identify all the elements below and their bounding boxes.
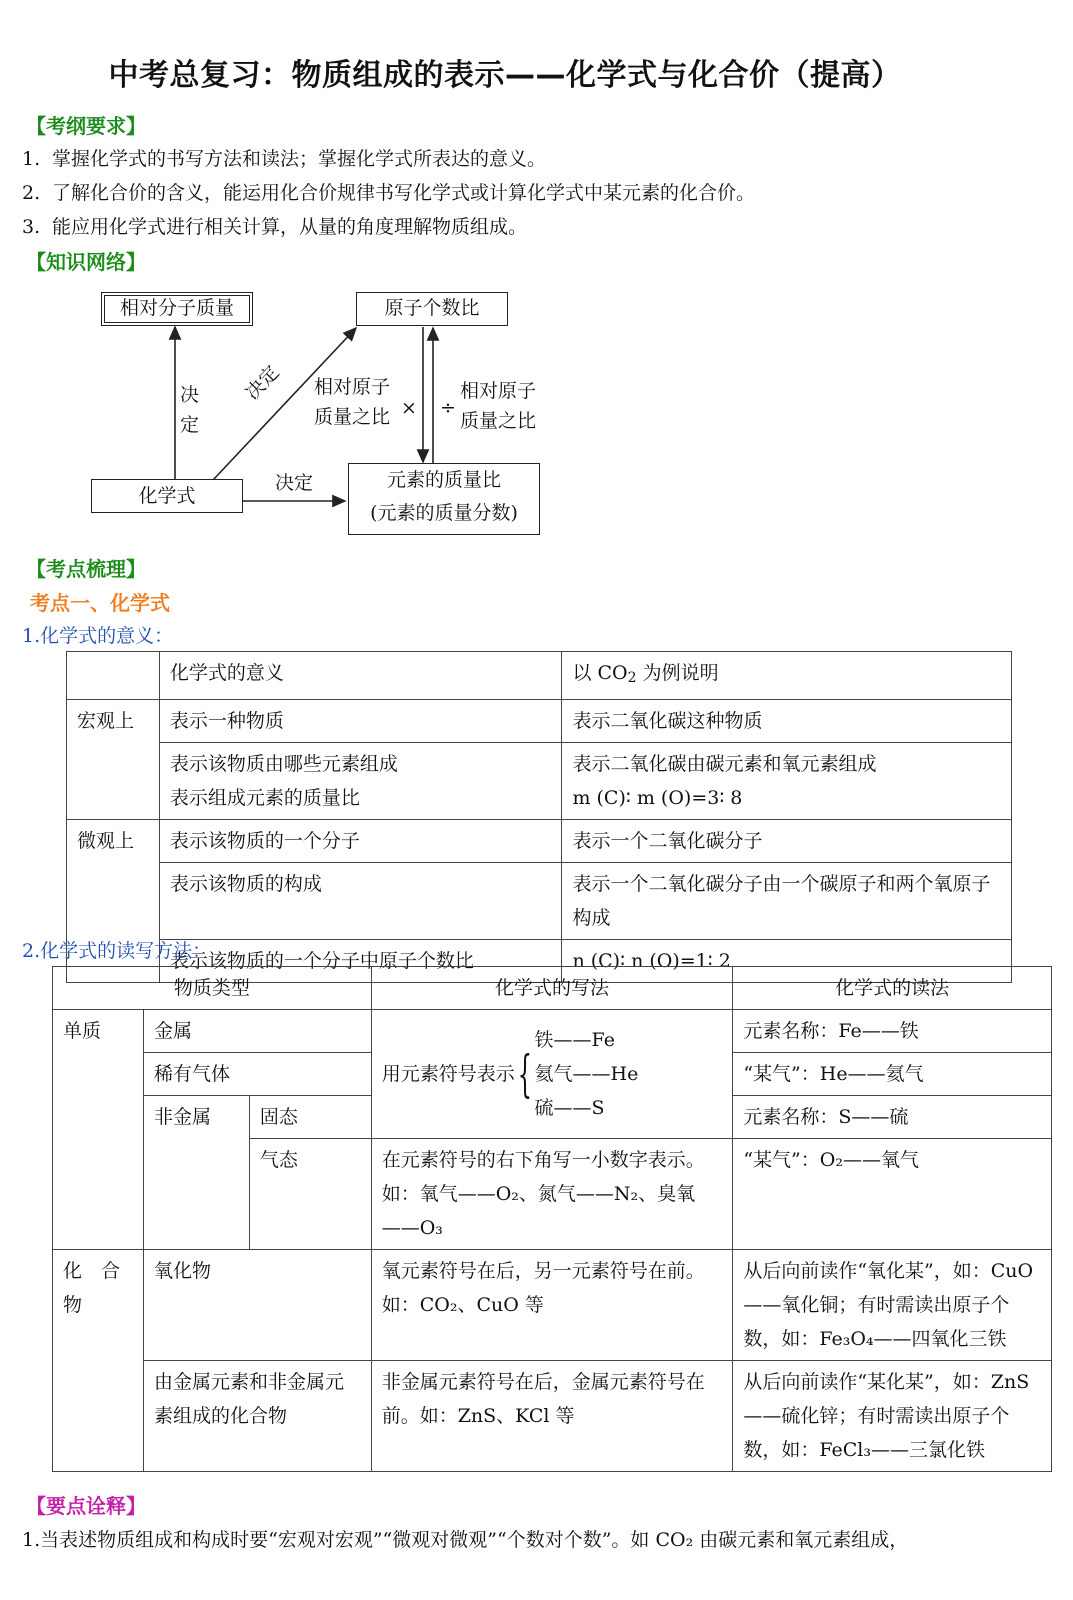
label-left-line-1: 相对原子 — [314, 376, 391, 398]
table-formula-meaning — [66, 651, 1012, 983]
table-cell: 表示一个二氧化碳分子 — [562, 820, 1012, 863]
example-line: 铁——Fe — [534, 1029, 615, 1051]
label-jueding-diagonal: 决定 — [241, 361, 284, 405]
example-line: 氦气——He — [534, 1063, 639, 1085]
requirement-num: 3. — [22, 216, 41, 238]
requirement-3 — [22, 212, 527, 239]
brace-icon: { — [517, 1045, 532, 1103]
table-row — [67, 700, 1012, 743]
table-cell: 表示一种物质 — [159, 700, 562, 743]
table-header-row — [67, 652, 1012, 700]
label-jueding-vertical-2: 定 — [180, 414, 200, 436]
requirement-num: 1. — [22, 148, 41, 170]
table-cell: 元素名称：S——硫 — [733, 1096, 1052, 1139]
elem-line-1: 元素的质量比 — [386, 469, 501, 491]
cell-line: 表示二氧化碳由碳元素和氧元素组成 — [572, 753, 877, 775]
section-kaodian-1: 考点一、化学式 — [30, 591, 170, 615]
table-cell: 从后向前读作“氧化某”，如：CuO——氧化铜；有时需读出原子个数，如：Fe₃O₄——四氧化三铁 — [733, 1250, 1052, 1361]
table-cell: 表示该物质的构成 — [159, 863, 562, 940]
symbol-examples — [535, 1023, 639, 1125]
table-cell: 气态 — [249, 1139, 371, 1250]
danzhi-cell: 单质 — [53, 1010, 144, 1250]
page-title: 中考总复习：物质组成的表示——化学式与化合价（提高） — [108, 58, 902, 93]
table-cell — [562, 743, 1012, 820]
header-cell: 化学式的写法 — [371, 967, 733, 1010]
label-jueding-vertical-1: 决 — [180, 384, 200, 406]
table-cell: 表示一个二氧化碳分子由一个碳原子和两个氧原子构成 — [562, 863, 1012, 940]
symbol-write-group — [382, 1023, 723, 1125]
box-atom-ratio: 原子个数比 — [356, 292, 508, 326]
label-right-line-1: 相对原子 — [460, 380, 537, 402]
section-zhishi: 【知识网络】 — [26, 250, 146, 274]
table-cell: 表示该物质的一个分子 — [159, 820, 562, 863]
example-line: 硫——S — [534, 1097, 605, 1119]
header-cell: 以 CO2 为例说明 — [562, 652, 1012, 700]
label-right-line-2: 质量之比 — [460, 410, 537, 432]
header-cell — [67, 652, 160, 700]
table-cell: 元素名称：Fe——铁 — [733, 1010, 1052, 1053]
table-cell: 在元素符号的右下角写一小数字表示。如：氧气——O₂、氮气——N₂、臭氧——O₃ — [371, 1139, 733, 1250]
table-cell: 非金属 — [143, 1096, 249, 1250]
label-times: × — [401, 397, 417, 419]
table-row — [53, 1010, 1052, 1053]
subheading-readwrite: 2.化学式的读写方法： — [22, 940, 212, 962]
table-cell: n (C)∶ n (O)=1∶ 2 — [562, 940, 1012, 983]
requirement-text: 掌握化学式的书写方法和读法；掌握化学式所表达的意义。 — [52, 148, 547, 170]
table-cell: “某气”：He——氦气 — [733, 1053, 1052, 1096]
symbol-write-cell — [371, 1010, 733, 1139]
table-cell: 表示该物质的一个分子中原子个数比 — [159, 940, 562, 983]
table-cell: 氧化物 — [143, 1250, 371, 1361]
section-kaogang: 【考纲要求】 — [26, 114, 146, 138]
header-cell: 化学式的意义 — [159, 652, 562, 700]
table-row — [53, 1250, 1052, 1361]
macro-cell: 宏观上 — [67, 700, 160, 820]
table-cell: 金属 — [143, 1010, 371, 1053]
requirement-text: 能应用化学式进行相关计算，从量的角度理解物质组成。 — [52, 216, 528, 238]
table-cell: 从后向前读作“某化某”，如：ZnS——硫化锌；有时需读出原子个数，如：FeCl₃——三氯化铁 — [733, 1361, 1052, 1472]
section-yaodian: 【要点诠释】 — [26, 1494, 146, 1518]
last-line: 1.当表述物质组成和构成时要“宏观对宏观”“微观对微观”“个数对个数”。如 CO₂ 由碳元素和氧元素组成， — [22, 1529, 909, 1551]
table-row — [67, 743, 1012, 820]
section-kaodian: 【考点梳理】 — [26, 557, 146, 581]
table-row — [67, 820, 1012, 863]
cell-line: m (C)∶ m (O)=3∶ 8 — [572, 787, 743, 809]
label-divide: ÷ — [440, 397, 456, 419]
elem-line-2: (元素的质量分数) — [370, 502, 518, 524]
box-relative-molecular-mass: 相对分子质量 — [101, 292, 253, 326]
table-cell: 固态 — [249, 1096, 371, 1139]
table-cell: 氧元素符号在后，另一元素符号在前。如：CO₂、CuO 等 — [371, 1250, 733, 1361]
table-row — [53, 1361, 1052, 1472]
requirement-num: 2. — [22, 182, 41, 204]
table-row — [67, 863, 1012, 940]
huahewu-cell: 化 合物 — [53, 1250, 144, 1472]
table-formula-readwrite — [52, 966, 1052, 1472]
table-cell: 非金属元素符号在后，金属元素符号在前。如：ZnS、KCl 等 — [371, 1361, 733, 1472]
symbol-write-text: 用元素符号表示 — [381, 1063, 515, 1085]
header-cell: 物质类型 — [53, 967, 372, 1010]
label-jueding-horizontal: 决定 — [275, 472, 314, 494]
box-element-mass-ratio — [348, 463, 540, 535]
label-left-line-2: 质量之比 — [314, 406, 391, 428]
requirement-2 — [22, 178, 755, 205]
subheading-meaning: 1.化学式的意义： — [22, 625, 174, 647]
table-cell — [159, 743, 562, 820]
knowledge-diagram — [0, 280, 600, 550]
requirement-text: 了解化合价的含义，能运用化合价规律书写化学式或计算化学式中某元素的化合价。 — [52, 182, 756, 204]
box-chemical-formula: 化学式 — [91, 479, 243, 513]
requirement-1 — [22, 144, 546, 171]
table-cell: 稀有气体 — [143, 1053, 371, 1096]
cell-line: 表示组成元素的质量比 — [169, 787, 360, 809]
header-cell: 化学式的读法 — [733, 967, 1052, 1010]
micro-cell: 微观上 — [67, 820, 160, 983]
table-cell: 表示二氧化碳这种物质 — [562, 700, 1012, 743]
cell-line: 表示该物质由哪些元素组成 — [169, 753, 398, 775]
table-cell: 由金属元素和非金属元素组成的化合物 — [143, 1361, 371, 1472]
table-cell: “某气”：O₂——氧气 — [733, 1139, 1052, 1250]
table-header-row — [53, 967, 1052, 1010]
